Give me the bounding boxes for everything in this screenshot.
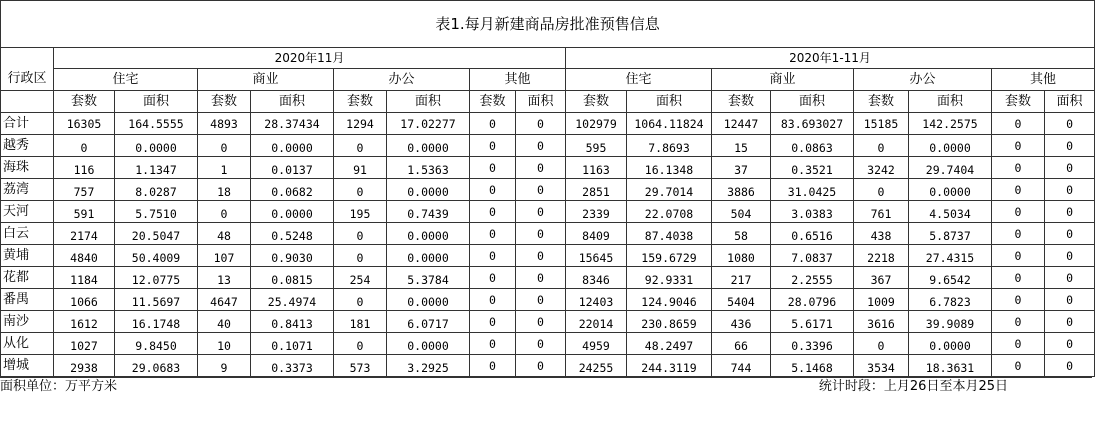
- cell-value: 0.0815: [251, 267, 334, 289]
- ytd-category-header: 商业: [712, 69, 854, 91]
- cell-value: 0: [854, 179, 909, 201]
- cell-value: 9.8450: [115, 333, 198, 355]
- cell-value: 0: [470, 267, 516, 289]
- cell-value: 0: [992, 201, 1045, 223]
- cell-value: 0: [516, 333, 566, 355]
- table-row: [1, 245, 1095, 267]
- cell-value: 0: [470, 179, 516, 201]
- district-name: 从化: [1, 333, 54, 355]
- cell-value: 15645: [566, 245, 627, 267]
- cell-value: 436: [712, 311, 771, 333]
- cell-value: 0: [334, 135, 387, 157]
- cell-value: 1294: [334, 113, 387, 135]
- cell-value: 0: [992, 289, 1045, 311]
- cell-value: 116: [54, 157, 115, 179]
- cell-value: 0: [854, 135, 909, 157]
- cell-value: 0: [516, 311, 566, 333]
- ytd-category-header: 办公: [854, 69, 992, 91]
- cell-value: 15: [712, 135, 771, 157]
- cell-value: 0: [470, 333, 516, 355]
- subheader-count: 套数: [198, 91, 251, 113]
- cell-value: 0.0000: [387, 245, 470, 267]
- cell-value: 1612: [54, 311, 115, 333]
- cell-value: 3242: [854, 157, 909, 179]
- month-category-header: 办公: [334, 69, 470, 91]
- cell-value: 0: [1045, 267, 1095, 289]
- cell-value: 0: [516, 201, 566, 223]
- cell-value: 0.0000: [387, 289, 470, 311]
- subheader-area: 面积: [251, 91, 334, 113]
- cell-value: 0: [992, 245, 1045, 267]
- cell-value: 0: [1045, 157, 1095, 179]
- cell-value: 39.9089: [909, 311, 992, 333]
- cell-value: 0.0000: [115, 135, 198, 157]
- cell-value: 230.8659: [627, 311, 712, 333]
- table-row: [1, 267, 1095, 289]
- cell-value: 4959: [566, 333, 627, 355]
- cell-value: 0: [1045, 223, 1095, 245]
- cell-value: 5.8737: [909, 223, 992, 245]
- cell-value: 0: [470, 113, 516, 135]
- cell-value: 37: [712, 157, 771, 179]
- cell-value: 4.5034: [909, 201, 992, 223]
- cell-value: 3886: [712, 179, 771, 201]
- cell-value: 107: [198, 245, 251, 267]
- subheader-count: 套数: [54, 91, 115, 113]
- district-name: 越秀: [1, 135, 54, 157]
- cell-value: 0: [470, 289, 516, 311]
- table-row: [1, 311, 1095, 333]
- cell-value: 744: [712, 355, 771, 377]
- cell-value: 12447: [712, 113, 771, 135]
- cell-value: 0: [470, 245, 516, 267]
- cell-value: 2938: [54, 355, 115, 377]
- subheader-count: 套数: [566, 91, 627, 113]
- table-row: [1, 333, 1095, 355]
- subheader-area: 面积: [909, 91, 992, 113]
- table-row: [1, 157, 1095, 179]
- cell-value: 3534: [854, 355, 909, 377]
- cell-value: 87.4038: [627, 223, 712, 245]
- cell-value: 0.0000: [387, 135, 470, 157]
- district-name: 增城: [1, 355, 54, 377]
- cell-value: 1080: [712, 245, 771, 267]
- footer-period: 统计时段：上月26日至本月25日: [546, 378, 1092, 397]
- cell-value: 6.7823: [909, 289, 992, 311]
- cell-value: 6.0717: [387, 311, 470, 333]
- cell-value: 0: [1045, 245, 1095, 267]
- cell-value: 142.2575: [909, 113, 992, 135]
- cell-value: 0: [334, 289, 387, 311]
- cell-value: 29.7014: [627, 179, 712, 201]
- cell-value: 0: [470, 135, 516, 157]
- cell-value: 15185: [854, 113, 909, 135]
- cell-value: 0: [198, 135, 251, 157]
- cell-value: 0.8413: [251, 311, 334, 333]
- cell-value: 367: [854, 267, 909, 289]
- cell-value: 0: [334, 333, 387, 355]
- cell-value: 254: [334, 267, 387, 289]
- cell-value: 0: [516, 157, 566, 179]
- cell-value: 22.0708: [627, 201, 712, 223]
- cell-value: 0: [1045, 311, 1095, 333]
- cell-value: 1009: [854, 289, 909, 311]
- subheader-area: 面积: [387, 91, 470, 113]
- cell-value: 0: [470, 201, 516, 223]
- cell-value: 0.7439: [387, 201, 470, 223]
- cell-value: 1027: [54, 333, 115, 355]
- cell-value: 9: [198, 355, 251, 377]
- subheader-count: 套数: [470, 91, 516, 113]
- table-row: [1, 135, 1095, 157]
- cell-value: 0.0000: [909, 179, 992, 201]
- district-name: 番禺: [1, 289, 54, 311]
- cell-value: 83.693027: [771, 113, 854, 135]
- cell-value: 18: [198, 179, 251, 201]
- cell-value: 761: [854, 201, 909, 223]
- cell-value: 5.1468: [771, 355, 854, 377]
- cell-value: 7.0837: [771, 245, 854, 267]
- month-category-header: 住宅: [54, 69, 198, 91]
- cell-value: 217: [712, 267, 771, 289]
- cell-value: 0: [992, 267, 1045, 289]
- cell-value: 40: [198, 311, 251, 333]
- cell-value: 4893: [198, 113, 251, 135]
- cell-value: 0.5248: [251, 223, 334, 245]
- cell-value: 11.5697: [115, 289, 198, 311]
- subheader-count: 套数: [334, 91, 387, 113]
- cell-value: 0.9030: [251, 245, 334, 267]
- subheader-area: 面积: [115, 91, 198, 113]
- cell-value: 0: [516, 113, 566, 135]
- cell-value: 0: [470, 311, 516, 333]
- cell-value: 29.7404: [909, 157, 992, 179]
- cell-value: 18.3631: [909, 355, 992, 377]
- table-row: [1, 113, 1095, 135]
- cell-value: 1064.11824: [627, 113, 712, 135]
- cell-value: 124.9046: [627, 289, 712, 311]
- cell-value: 0: [1045, 289, 1095, 311]
- cell-value: 0: [516, 245, 566, 267]
- cell-value: 0.0000: [387, 333, 470, 355]
- cell-value: 58: [712, 223, 771, 245]
- cell-value: 573: [334, 355, 387, 377]
- period-ytd-header: 2020年1-11月: [566, 48, 1095, 69]
- cell-value: 0: [1045, 355, 1095, 377]
- cell-value: 5404: [712, 289, 771, 311]
- cell-value: 0: [992, 113, 1045, 135]
- cell-value: 0: [1045, 135, 1095, 157]
- district-name: 花都: [1, 267, 54, 289]
- cell-value: 0: [470, 355, 516, 377]
- cell-value: 0.0000: [387, 179, 470, 201]
- cell-value: 244.3119: [627, 355, 712, 377]
- subheader-count: 套数: [854, 91, 909, 113]
- cell-value: 5.3784: [387, 267, 470, 289]
- cell-value: 31.0425: [771, 179, 854, 201]
- cell-value: 92.9331: [627, 267, 712, 289]
- cell-value: 591: [54, 201, 115, 223]
- cell-value: 0: [1045, 113, 1095, 135]
- table-row: [1, 289, 1095, 311]
- cell-value: 29.0683: [115, 355, 198, 377]
- subheader-count: 套数: [712, 91, 771, 113]
- cell-value: 3.2925: [387, 355, 470, 377]
- subheader-area: 面积: [1045, 91, 1095, 113]
- cell-value: 0: [470, 157, 516, 179]
- cell-value: 181: [334, 311, 387, 333]
- footer-unit: 面积单位：万平方米: [0, 378, 546, 397]
- cell-value: 16.1348: [627, 157, 712, 179]
- cell-value: 9.6542: [909, 267, 992, 289]
- cell-value: 28.0796: [771, 289, 854, 311]
- cell-value: 0: [516, 179, 566, 201]
- cell-value: 0: [516, 289, 566, 311]
- month-category-header: 商业: [198, 69, 334, 91]
- cell-value: 0: [334, 223, 387, 245]
- cell-value: 0: [334, 179, 387, 201]
- district-name: 南沙: [1, 311, 54, 333]
- cell-value: 1.5363: [387, 157, 470, 179]
- cell-value: 0.0000: [251, 201, 334, 223]
- cell-value: 16.1748: [115, 311, 198, 333]
- cell-value: 0: [198, 201, 251, 223]
- district-name: 海珠: [1, 157, 54, 179]
- cell-value: 2851: [566, 179, 627, 201]
- month-category-header: 其他: [470, 69, 566, 91]
- cell-value: 0: [516, 223, 566, 245]
- cell-value: 0: [516, 267, 566, 289]
- cell-value: 0: [1045, 333, 1095, 355]
- cell-value: 0.0000: [251, 135, 334, 157]
- cell-value: 1163: [566, 157, 627, 179]
- cell-value: 7.8693: [627, 135, 712, 157]
- cell-value: 0: [854, 333, 909, 355]
- cell-value: 0.1071: [251, 333, 334, 355]
- cell-value: 0.0137: [251, 157, 334, 179]
- cell-value: 27.4315: [909, 245, 992, 267]
- cell-value: 1066: [54, 289, 115, 311]
- cell-value: 8.0287: [115, 179, 198, 201]
- cell-value: 0: [992, 157, 1045, 179]
- table-row: [1, 223, 1095, 245]
- cell-value: 102979: [566, 113, 627, 135]
- cell-value: 2.2555: [771, 267, 854, 289]
- cell-value: 164.5555: [115, 113, 198, 135]
- cell-value: 0.3396: [771, 333, 854, 355]
- cell-value: 25.4974: [251, 289, 334, 311]
- cell-value: 4647: [198, 289, 251, 311]
- cell-value: 8409: [566, 223, 627, 245]
- district-name: 白云: [1, 223, 54, 245]
- subheader-area: 面积: [627, 91, 712, 113]
- cell-value: 0: [334, 245, 387, 267]
- district-name: 合计: [1, 113, 54, 135]
- cell-value: 1184: [54, 267, 115, 289]
- cell-value: 5.7510: [115, 201, 198, 223]
- cell-value: 0: [992, 179, 1045, 201]
- cell-value: 595: [566, 135, 627, 157]
- cell-value: 4840: [54, 245, 115, 267]
- cell-value: 0: [1045, 201, 1095, 223]
- cell-value: 0: [1045, 179, 1095, 201]
- subheader-area: 面积: [516, 91, 566, 113]
- table-row: [1, 179, 1095, 201]
- table-row: [1, 355, 1095, 377]
- cell-value: 16305: [54, 113, 115, 135]
- cell-value: 0: [516, 355, 566, 377]
- ytd-category-header: 其他: [992, 69, 1095, 91]
- cell-value: 3.0383: [771, 201, 854, 223]
- cell-value: 438: [854, 223, 909, 245]
- cell-value: 1.1347: [115, 157, 198, 179]
- cell-value: 48.2497: [627, 333, 712, 355]
- cell-value: 0.0682: [251, 179, 334, 201]
- ytd-category-header: 住宅: [566, 69, 712, 91]
- cell-value: 504: [712, 201, 771, 223]
- cell-value: 50.4009: [115, 245, 198, 267]
- cell-value: 0: [54, 135, 115, 157]
- cell-value: 0.0000: [909, 135, 992, 157]
- cell-value: 0.0000: [909, 333, 992, 355]
- cell-value: 28.37434: [251, 113, 334, 135]
- footer: [0, 377, 1092, 396]
- period-month-header: 2020年11月: [54, 48, 566, 69]
- district-name: 天河: [1, 201, 54, 223]
- cell-value: 0.6516: [771, 223, 854, 245]
- cell-value: 0.0000: [387, 223, 470, 245]
- cell-value: 66: [712, 333, 771, 355]
- cell-value: 159.6729: [627, 245, 712, 267]
- cell-value: 91: [334, 157, 387, 179]
- cell-value: 17.02277: [387, 113, 470, 135]
- cell-value: 0: [992, 135, 1045, 157]
- subheader-count: 套数: [992, 91, 1045, 113]
- district-name: 荔湾: [1, 179, 54, 201]
- cell-value: 3616: [854, 311, 909, 333]
- cell-value: 757: [54, 179, 115, 201]
- cell-value: 0: [992, 311, 1045, 333]
- cell-value: 0: [992, 223, 1045, 245]
- cell-value: 48: [198, 223, 251, 245]
- cell-value: 20.5047: [115, 223, 198, 245]
- cell-value: 0.3521: [771, 157, 854, 179]
- cell-value: 195: [334, 201, 387, 223]
- cell-value: 0.3373: [251, 355, 334, 377]
- cell-value: 0: [992, 333, 1045, 355]
- cell-value: 2339: [566, 201, 627, 223]
- cell-value: 12403: [566, 289, 627, 311]
- cell-value: 12.0775: [115, 267, 198, 289]
- cell-value: 22014: [566, 311, 627, 333]
- cell-value: 0: [992, 355, 1045, 377]
- cell-value: 5.6171: [771, 311, 854, 333]
- cell-value: 8346: [566, 267, 627, 289]
- cell-value: 13: [198, 267, 251, 289]
- table-row: [1, 201, 1095, 223]
- cell-value: 0: [470, 223, 516, 245]
- district-header: 行政区: [1, 69, 54, 91]
- cell-value: 0.0863: [771, 135, 854, 157]
- cell-value: 1: [198, 157, 251, 179]
- cell-value: 0: [516, 135, 566, 157]
- district-name: 黄埔: [1, 245, 54, 267]
- subheader-area: 面积: [771, 91, 854, 113]
- cell-value: 10: [198, 333, 251, 355]
- table-title: 表1.每月新建商品房批准预售信息: [1, 1, 1095, 48]
- cell-value: 24255: [566, 355, 627, 377]
- cell-value: 2218: [854, 245, 909, 267]
- cell-value: 2174: [54, 223, 115, 245]
